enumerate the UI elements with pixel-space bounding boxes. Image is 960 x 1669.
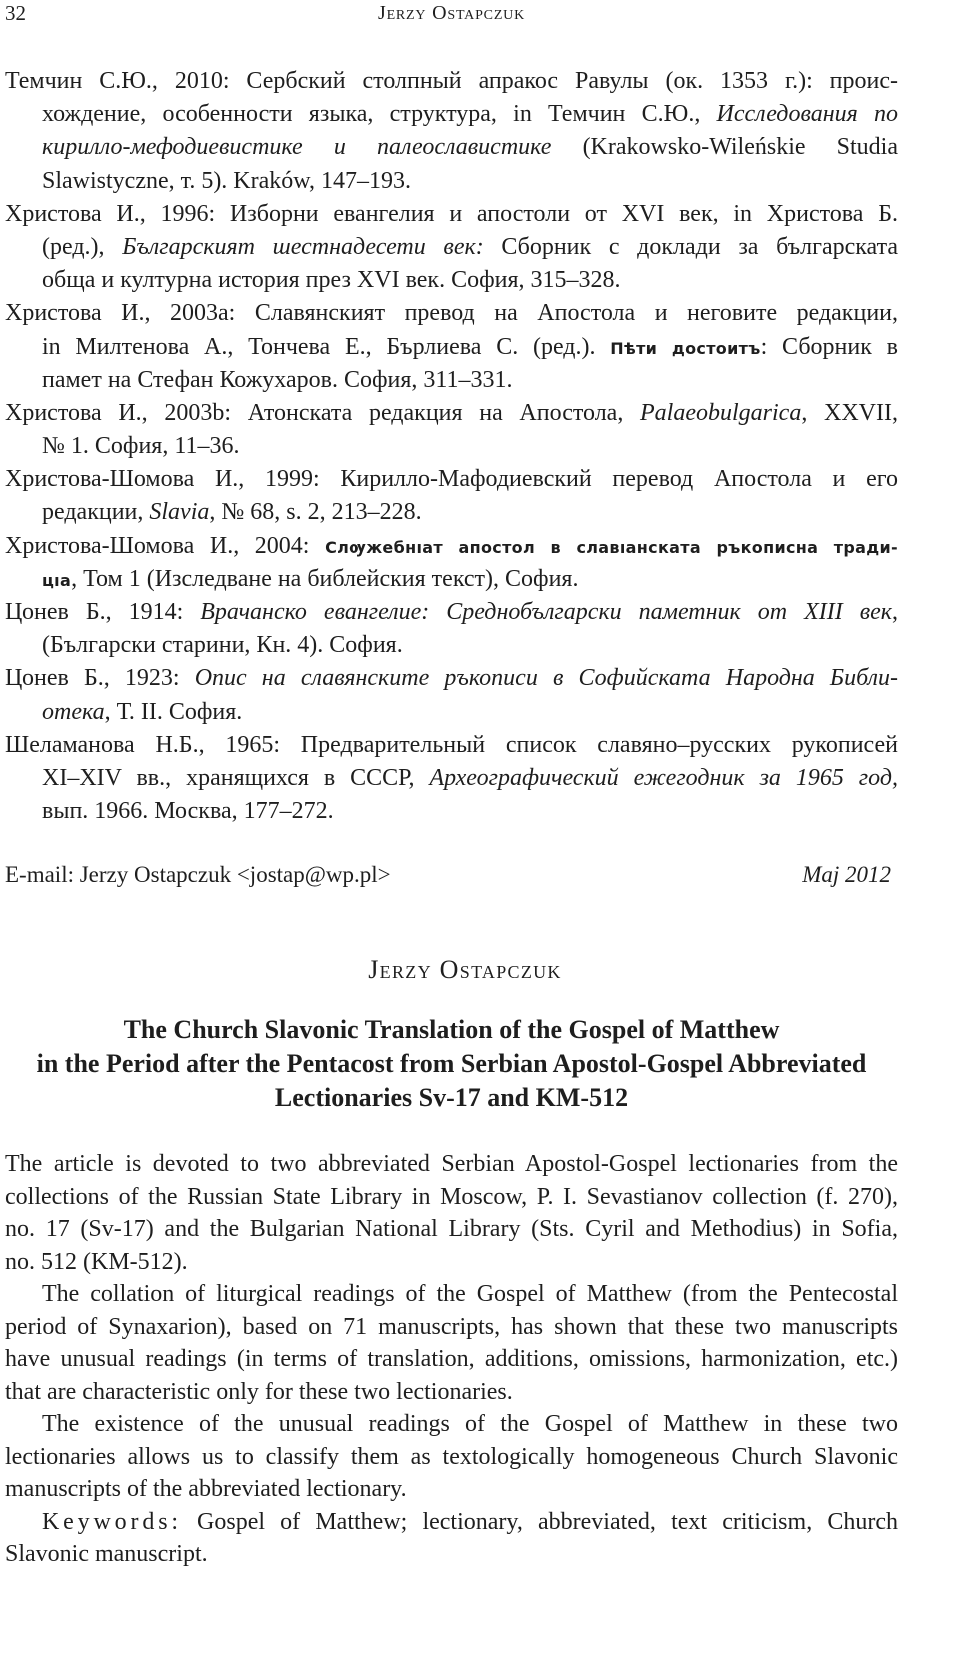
- reference-text-run: Христова-Шомова И., 2004:: [5, 532, 326, 559]
- abstract-text-run: have unusual readings (in terms of translation, additions, omissions, harmonization, etc.): [5, 1346, 898, 1372]
- reference-entry: [5, 198, 898, 298]
- abstract-paragraph: [5, 1506, 898, 1571]
- reference-line: [5, 297, 898, 330]
- abstract-text-run: no. 17 (Sv-17) and the Bulgarian National Library (Sts. Cyril and Methodius) in Sofia,: [5, 1216, 898, 1242]
- abstract-text-run: manuscripts of the abbreviated lectionary.: [5, 1476, 407, 1502]
- page-number: 32: [5, 1, 26, 25]
- reference-line: [5, 463, 898, 496]
- reference-line: [42, 165, 898, 198]
- running-head: [5, 0, 898, 28]
- abstract-text-run: The existence of the unusual readings of the Gospel of Matthew in these two: [42, 1411, 898, 1437]
- reference-line: [42, 496, 898, 529]
- reference-line: [5, 530, 898, 563]
- reference-line: [42, 98, 898, 131]
- reference-text-run: (Български старини, Кн. 4). София.: [42, 632, 403, 659]
- reference-text-run: Христова-Шомова И., 1999: Кирилло-Мафодиевский перевод Апостола и его: [5, 466, 898, 493]
- reference-italic-title-run: отека: [42, 698, 105, 725]
- reference-line: [42, 696, 898, 729]
- abstract-line: [5, 1441, 898, 1474]
- submission-date: Maj 2012: [802, 862, 891, 887]
- reference-line: [42, 364, 898, 397]
- reference-line: [5, 397, 898, 430]
- abstract-line: [5, 1538, 898, 1571]
- abstract-line: [5, 1181, 898, 1214]
- abstract-line: [42, 1506, 898, 1539]
- abstract-line: [5, 1148, 898, 1181]
- abstract-paragraph: [5, 1408, 898, 1506]
- reference-italic-title-run: Slavia: [149, 499, 210, 526]
- reference-text-run: XI–XIV вв., хранящихся в СССР,: [42, 764, 430, 791]
- abstract-line: [5, 1343, 898, 1376]
- reference-line: [42, 264, 898, 297]
- abstract-title-line: in the Period after the Pentacost from Serbian Apostol-Gospel Abbreviated: [36, 1049, 867, 1078]
- reference-text-run: ,: [892, 599, 898, 625]
- reference-entry: [5, 65, 898, 198]
- abstract-text-run: that are characteristic only for these two lectionaries.: [5, 1378, 513, 1405]
- contact-line: [5, 858, 891, 892]
- reference-entry: [5, 662, 898, 728]
- reference-italic-title-run: Исследования по: [716, 101, 898, 128]
- reference-text-run: обща и културна история през XVI век. София, 315–328.: [42, 267, 621, 294]
- abstract-text-run: Slavonic manuscript.: [5, 1541, 208, 1567]
- reference-text-run: вып. 1966. Москва, 177–272.: [42, 798, 334, 825]
- keywords-label: Keywords:: [42, 1508, 182, 1535]
- running-head-author: Jerzy Ostapczuk: [377, 2, 525, 24]
- reference-text-run: in Милтенова А., Тончева Е., Бърлиева С. (ред.).: [42, 333, 611, 360]
- reference-line: [42, 563, 898, 596]
- reference-text-run: редакции,: [42, 499, 150, 526]
- reference-line: [42, 430, 898, 463]
- reference-text-run: : Сборник в: [760, 333, 898, 360]
- reference-text-run: хождение, особенности языка, структура, in Темчин С.Ю.,: [42, 101, 717, 128]
- reference-text-run: Сборник с доклади за българската: [483, 233, 899, 260]
- reference-entry: [5, 297, 898, 397]
- reference-line: [42, 331, 898, 364]
- reference-line: [42, 231, 898, 264]
- reference-line: [42, 795, 898, 828]
- email-line: E-mail: Jerzy Ostapczuk <jostap@wp.pl>: [5, 862, 391, 887]
- reference-text-run: , Т. II. София.: [104, 698, 243, 725]
- bibliography: [5, 65, 898, 828]
- abstract-line: [5, 1213, 898, 1246]
- reference-italic-title-run: Българският шестнадесети век:: [122, 233, 484, 260]
- reference-text-run: (Krakowsko-Wileńskie Studia: [551, 134, 898, 161]
- reference-line: [5, 662, 898, 695]
- abstract-line: [42, 1408, 898, 1441]
- reference-church-slavonic-run: Пѣти достоитъ: [610, 338, 761, 358]
- reference-text-run: , Том 1 (Изследване на библейския текст), София.: [71, 565, 579, 592]
- abstract-title-line: Lectionaries Sv-17 and KM-512: [274, 1083, 629, 1112]
- abstract-line: [5, 1311, 898, 1344]
- abstract-paragraph: [5, 1148, 898, 1278]
- abstract-line: [5, 1246, 898, 1279]
- reference-entry: [5, 463, 898, 529]
- reference-church-slavonic-run: цıа: [42, 570, 72, 590]
- abstract-line: [42, 1278, 898, 1311]
- abstract-text-run: no. 512 (KM-512).: [5, 1248, 188, 1275]
- reference-line: [5, 65, 898, 98]
- reference-text-run: Slawistyczne, т. 5). Kraków, 147–193.: [42, 167, 412, 194]
- abstract-text-run: The collation of liturgical readings of the Gospel of Matthew (from the Pentecostal: [42, 1281, 898, 1307]
- reference-line: [42, 762, 898, 795]
- reference-text-run: Шеламанова Н.Б., 1965: Предварительный список славяно–русских рукописей: [5, 731, 898, 758]
- abstract-title: [5, 1013, 898, 1115]
- abstract-text-run: collections of the Russian State Library in Moscow, P. I. Sevastianov collection (f. 270),: [5, 1183, 898, 1210]
- reference-entry: [5, 397, 898, 463]
- reference-text-run: , XXVII,: [801, 399, 898, 426]
- reference-line: [42, 131, 898, 164]
- reference-text-run: Цонев Б., 1923:: [5, 665, 195, 692]
- abstract-line: [5, 1376, 898, 1409]
- reference-text-run: Христова И., 1996: Изборни евангелия и апостоли от XVI век, in Христова Б.: [5, 200, 898, 227]
- reference-church-slavonic-run: Слѹжебнıат апостол в славıанската ръкописна тради-: [325, 537, 898, 557]
- reference-text-run: Цонев Б., 1914:: [5, 599, 201, 625]
- abstract-text-run: The article is devoted to two abbreviated Serbian Apostol-Gospel lectionaries from the: [5, 1151, 898, 1177]
- reference-entry: [5, 596, 898, 662]
- reference-text-run: (ред.),: [42, 233, 123, 260]
- abstract-paragraph: [5, 1278, 898, 1408]
- reference-line: [42, 629, 898, 662]
- abstract-text-run: Gospel of Matthew; lectionary, abbreviated, text criticism, Church: [181, 1508, 898, 1535]
- reference-italic-title-run: кирилло-мефодиевистике и палеославистике: [42, 134, 552, 161]
- reference-italic-title-run: Опис на славянските ръкописи в Софийската Народна Библи-: [194, 665, 899, 692]
- reference-text-run: Христова И., 2003b: Атонската редакция на Апостола,: [5, 399, 641, 426]
- abstract-title-line: The Church Slavonic Translation of the Gospel of Matthew: [123, 1015, 780, 1044]
- reference-entry: [5, 729, 898, 829]
- reference-text-run: , № 68, s. 2, 213–228.: [209, 499, 422, 526]
- reference-italic-title-run: Palaeobulgarica: [640, 399, 802, 426]
- reference-line: [5, 729, 898, 762]
- abstract-text-run: period of Synaxarion), based on 71 manuscripts, has shown that these two manuscripts: [5, 1313, 898, 1340]
- reference-text-run: Христова И., 2003a: Славянският превод на Апостола и неговите редакции,: [5, 300, 898, 327]
- abstract-text-run: lectionaries allows us to classify them as textologically homogeneous Church Slavonic: [5, 1443, 898, 1470]
- reference-line: [5, 198, 898, 231]
- reference-text-run: памет на Стефан Кожухаров. София, 311–331.: [42, 366, 513, 393]
- reference-entry: [5, 530, 898, 596]
- reference-line: [5, 596, 898, 629]
- reference-italic-title-run: Археографический ежегодник за 1965 год,: [429, 764, 898, 791]
- reference-italic-title-run: Врачанско евангелие: Среднобългарски паметник от XIII век: [200, 599, 892, 625]
- reference-text-run: № 1. София, 11–36.: [42, 433, 240, 460]
- abstract-line: [5, 1473, 898, 1506]
- reference-text-run: Темчин С.Ю., 2010: Сербский столпный апракос Равулы (ок. 1353 г.): проис-: [5, 68, 898, 94]
- abstract-body: [5, 1148, 898, 1571]
- abstract-author: Jerzy Ostapczuk: [368, 955, 562, 984]
